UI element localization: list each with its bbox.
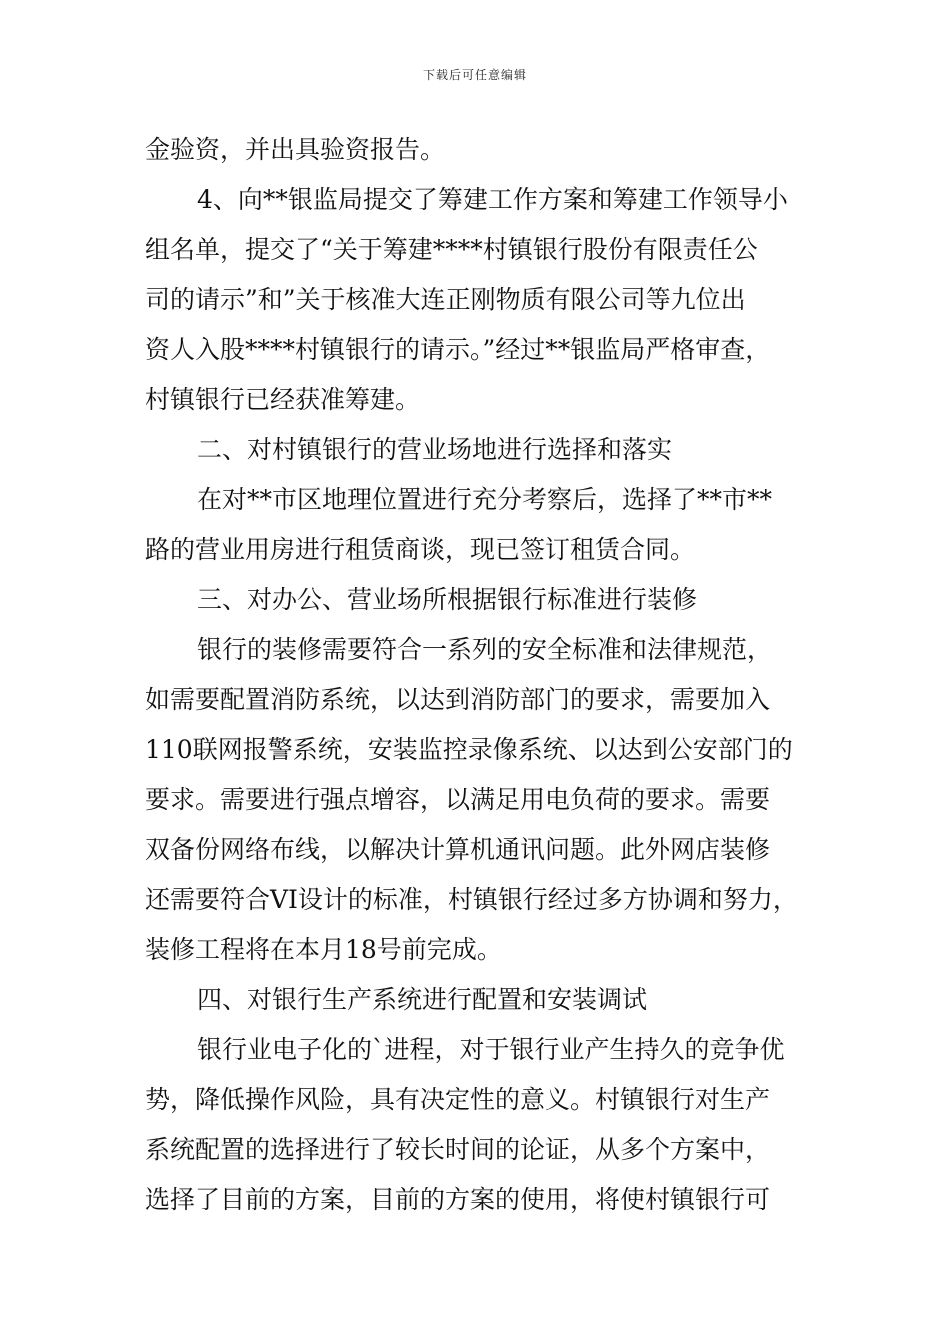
text-line: 路的营业用房进行租赁商谈，现已签订租赁合同。 — [145, 535, 696, 564]
text-line: 资人入股****村镇银行的请示。”经过**银监局严格审查， — [145, 335, 771, 364]
text-line: 如需要配置消防系统，以达到消防部门的要求，需要加入 — [145, 685, 771, 714]
text-line: 金验资，并出具验资报告。 — [145, 135, 446, 164]
text-line: 司的请示”和”关于核准大连正刚物质有限公司等九位出 — [145, 285, 746, 314]
page-header: 下载后可任意编辑 — [422, 68, 527, 82]
text-line: 双备份网络布线，以解决计算机通讯问题。此外网店装修 — [145, 835, 771, 864]
text-line: 4、向**银监局提交了筹建工作方案和筹建工作领导小 — [197, 185, 788, 214]
text-line: 110联网报警系统，安装监控录像系统、以达到公安部门的 — [145, 735, 793, 764]
text-line: 银行的装修需要符合一系列的安全标准和法律规范， — [197, 635, 773, 664]
text-line: 村镇银行已经获准筹建。 — [145, 385, 421, 414]
document-body — [145, 125, 825, 1225]
text-line: 势，降低操作风险，具有决定性的意义。村镇银行对生产 — [145, 1085, 771, 1114]
text-line: 选择了目前的方案，目前的方案的使用，将使村镇银行可 — [145, 1185, 771, 1214]
text-line: 组名单，提交了“关于筹建****村镇银行股份有限责任公 — [145, 235, 758, 264]
text-line: 银行业电子化的`进程，对于银行业产生持久的竞争优 — [197, 1035, 785, 1064]
text-line: 系统配置的选择进行了较长时间的论证，从多个方案中， — [145, 1135, 771, 1164]
text-line: 还需要符合VI设计的标准，村镇银行经过多方协调和努力， — [145, 885, 798, 914]
text-line: 三、对办公、营业场所根据银行标准进行装修 — [197, 585, 698, 614]
text-line: 四、对银行生产系统进行配置和安装调试 — [197, 985, 648, 1014]
text-line: 二、对村镇银行的营业场地进行选择和落实 — [197, 435, 673, 464]
text-line: 装修工程将在本月18号前完成。 — [145, 935, 502, 964]
text-line: 要求。需要进行强点增容，以满足用电负荷的要求。需要 — [145, 785, 771, 814]
text-line: 在对**市区地理位置进行充分考察后，选择了**市** — [197, 485, 773, 514]
